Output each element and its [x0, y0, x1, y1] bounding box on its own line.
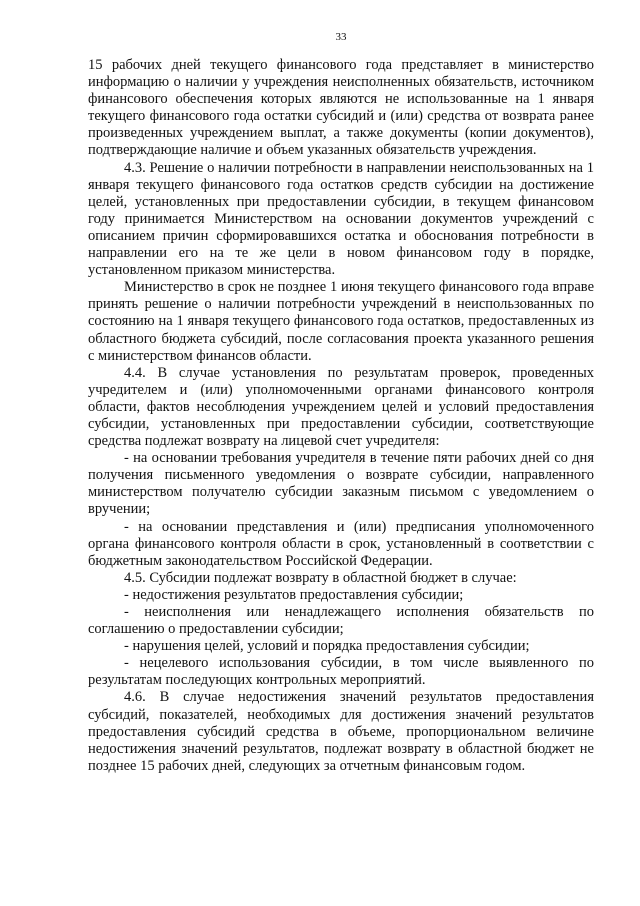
paragraph-continuation: 15 рабочих дней текущего финансового года представляет в министерство информацию о наличии у учреждения неисполненных обязательств, источником финансового обеспечения которых являются не использованные на 1 января текущего финансового года остатки субсидий и (или) средства от возврата ранее произведенных учреждением выплат, а также документы (копии документов), подтверждающие наличие и объем указанных обязательств учреждения. — [88, 57, 594, 159]
page-number: 33 — [335, 31, 347, 43]
list-item-control-order: - на основании представления и (или) предписания уполномоченного органа финансового контроля области в срок, установленный в соответствии с бюджетным законодательством Российской Федерации. — [88, 518, 594, 569]
paragraph-4-6: 4.6. В случае недостижения значений результатов предоставления субсидий, показателей, необходимых для достижения значений результатов предоставления субсидий средства в объеме, пропорциональном величине недостижения значений результатов, подлежат возврату в областной бюджет не позднее 15 рабочих дней, следующих за отчетным финансовым годом. — [88, 689, 594, 774]
paragraph-ministry-deadline: Министерство в срок не позднее 1 июня текущего финансового года вправе принять решение о наличии потребности учреждений в неиспользованных по состоянию на 1 января текущего финансового года остатков, предоставленных из областного бюджета субсидий, после согласования проекта указанного решения с министерством финансов области. — [88, 279, 594, 364]
paragraph-4-3: 4.3. Решение о наличии потребности в направлении неиспользованных на 1 января текущего финансового года остатков средств субсидии на достижение целей, установленных при предоставлении субсидии, в текущем финансовом году принимается Министерством на основании документов учреждений с описанием причин сформировавшихся остатка и обоснования потребности в направлении его на те же цели в новом финансовом году в порядке, установленном приказом министерства. — [88, 159, 594, 279]
paragraph-4-4: 4.4. В случае установления по результатам проверок, проведенных учредителем и (или) уполномоченными органами финансового контроля области, фактов несоблюдения учреждением целей и условий предоставления субсидии, установленных при предоставлении субсидии, соответствующие средства подлежат возврату на лицевой счет учредителя: — [88, 364, 594, 450]
list-item-founder-request: - на основании требования учредителя в течение пяти рабочих дней со дня получения письменного уведомления о возврате субсидии, направленного министерством получателю субсидии заказным письмом с уведомлением о вручении; — [88, 450, 594, 518]
list-item-obligations-not-fulfilled: - неисполнения или ненадлежащего исполнения обязательств по соглашению о предоставлении субсидии; — [88, 604, 594, 638]
list-item-conditions-violation: - нарушения целей, условий и порядка предоставления субсидии; — [124, 638, 530, 655]
list-item-misuse: - нецелевого использования субсидии, в том числе выявленного по результатам последующих контрольных мероприятий. — [88, 655, 594, 689]
document-body — [88, 57, 594, 775]
list-item-results-not-achieved: - недостижения результатов предоставления субсидии; — [124, 586, 464, 603]
paragraph-4-5: 4.5. Субсидии подлежат возврату в областной бюджет в случае: — [124, 569, 517, 586]
